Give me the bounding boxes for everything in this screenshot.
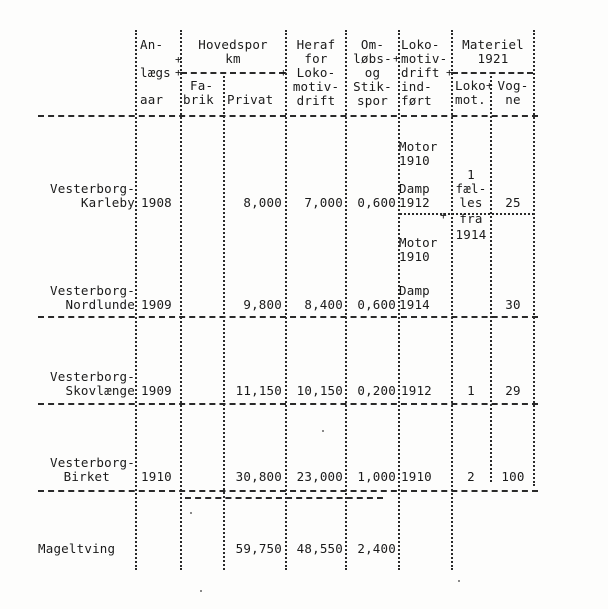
scan-speck [200, 590, 202, 592]
cross-mark: + [280, 66, 287, 79]
row1-drift-2: 1910 [399, 153, 430, 168]
row1-drift-3: Damp [399, 181, 430, 196]
materiel-subrule [452, 72, 533, 74]
cross-mark: + [175, 66, 182, 79]
row2-drift-1: Motor [399, 235, 438, 250]
row1-privat: 8,000 [243, 195, 282, 210]
row-rule-1 [38, 316, 538, 318]
header-heraf-1: Heraf [296, 37, 336, 52]
header-hovedspor-unit: km [225, 51, 241, 66]
cross-mark: + [440, 209, 447, 222]
row-rule-2 [38, 403, 538, 405]
header-heraf-5: drift [296, 93, 336, 108]
row4-drift: 1910 [401, 469, 432, 484]
row2-drift-2: 1910 [399, 249, 430, 264]
column-rule-2 [180, 30, 182, 570]
row5-omloeb: 2,400 [357, 541, 396, 556]
header-hovedspor: Hovedspor [198, 37, 268, 52]
scan-speck [322, 430, 324, 432]
row1-year: 1908 [141, 195, 172, 210]
row3-loko: 1 [467, 383, 475, 398]
row3-vogne: 29 [505, 383, 521, 398]
row5-name: Mageltving [38, 541, 116, 556]
birket-subtotal-rule [185, 497, 383, 499]
header-anlaegsaar-3: aar [140, 92, 164, 107]
row4-name-2: Birket [63, 469, 110, 484]
row4-name-1: Vesterborg- [50, 455, 135, 470]
row2-heraf: 8,400 [304, 297, 343, 312]
header-lokomotiv-5: ført [401, 93, 432, 108]
header-privat: Privat [227, 92, 274, 107]
row4-omloeb: 1,000 [357, 469, 396, 484]
header-fabrik-1: Fa- [190, 78, 214, 93]
row1-vogne: 25 [505, 195, 521, 210]
row3-name-2: Skovlænge [65, 383, 135, 398]
header-anlaegsaar-1: An- [140, 37, 164, 52]
cross-mark: + [486, 79, 493, 92]
header-lokomotiv-4: ind- [401, 79, 432, 94]
header-omloebs-3: og [364, 65, 381, 80]
column-rule-8 [490, 72, 492, 482]
row2-name-2: Nordlunde [65, 297, 135, 312]
header-heraf-4: motiv- [292, 79, 340, 94]
row2-privat: 9,800 [243, 297, 282, 312]
cross-mark: + [393, 52, 400, 65]
row2-drift-4: 1914 [399, 297, 430, 312]
row3-privat: 11,150 [235, 383, 282, 398]
header-omloebs-4: Stik- [353, 79, 392, 94]
row3-name-1: Vesterborg- [50, 369, 135, 384]
row1-loko-1: 1 [467, 167, 475, 182]
row4-loko: 2 [467, 469, 475, 484]
row1-name-2: Karleby [80, 195, 135, 210]
row1-heraf: 7,000 [304, 195, 343, 210]
row3-omloeb: 0,200 [357, 383, 396, 398]
row3-drift: 1912 [401, 383, 432, 398]
header-anlaegsaar-2: lægs [140, 65, 171, 80]
cross-mark: + [446, 66, 453, 79]
header-omloebs-1: Om- [360, 37, 385, 52]
row4-privat: 30,800 [235, 469, 282, 484]
row3-year: 1909 [141, 383, 172, 398]
header-omloebs-5: spor [357, 93, 388, 108]
row4-year: 1910 [141, 469, 172, 484]
header-lokomotiv-3: drift [401, 65, 440, 80]
header-fabrik-2: brik [183, 92, 214, 107]
cross-mark: + [175, 53, 182, 66]
row4-heraf: 23,000 [296, 469, 343, 484]
header-materiel-year: 1921 [477, 51, 509, 66]
row1-loko-4: fra [459, 211, 483, 226]
header-omloebs-2: løbs- [353, 51, 392, 66]
row1-loko-3: les [459, 195, 483, 210]
row-rule-3 [38, 490, 538, 492]
hovedspor-subrule [181, 72, 285, 74]
row5-privat: 59,750 [235, 541, 282, 556]
header-vogne-2: ne [505, 92, 521, 107]
header-lokomotiv-2: motiv- [401, 51, 448, 66]
row1-drift-4: 1912 [399, 195, 430, 210]
column-rule-1 [135, 30, 137, 570]
row1-loko-2: fæl- [455, 181, 487, 196]
header-heraf-2: for [304, 51, 328, 66]
row2-name-1: Vesterborg- [50, 283, 135, 298]
row2-year: 1909 [141, 297, 172, 312]
row1-name-1: Vesterborg- [50, 181, 135, 196]
header-loko: Loko [455, 78, 486, 93]
row1-loko-5: 1914 [455, 227, 487, 242]
row2-omloeb: 0,600 [357, 297, 396, 312]
row1-drift-1: Motor [399, 139, 438, 154]
row2-drift-3: Damp [399, 283, 430, 298]
header-materiel: Materiel [462, 37, 524, 52]
row3-heraf: 10,150 [296, 383, 343, 398]
header-heraf-3: Loko- [296, 65, 336, 80]
row5-heraf: 48,550 [296, 541, 343, 556]
header-loko-mot: mot. [455, 92, 486, 107]
scan-speck [458, 580, 460, 582]
header-rule [38, 115, 538, 117]
header-lokomotiv-1: Loko- [401, 37, 440, 52]
scan-speck [190, 512, 192, 514]
row4-vogne: 100 [501, 469, 525, 484]
column-rule-3 [223, 72, 225, 570]
column-rule-7 [451, 30, 453, 570]
row1-omloeb: 0,600 [357, 195, 396, 210]
header-vogne-1: Vog- [497, 78, 529, 93]
row2-vogne: 30 [505, 297, 521, 312]
